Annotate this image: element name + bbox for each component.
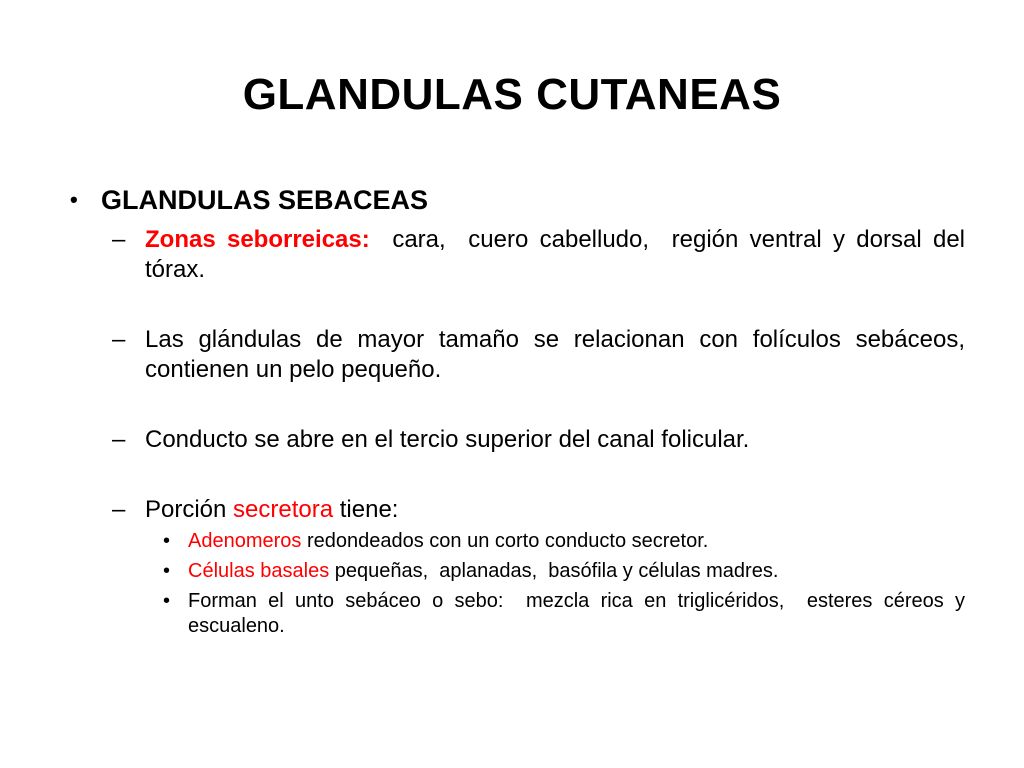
bullet-dot-icon: • bbox=[163, 590, 171, 612]
list-item bbox=[70, 225, 972, 285]
heading-text: GLANDULAS SEBACEAS bbox=[101, 185, 429, 215]
subitem-text: Forman el unto sebáceo o sebo: mezcla rica en triglicéridos, esteres céreos y escualeno. bbox=[188, 590, 971, 637]
dash-icon: – bbox=[112, 496, 126, 523]
subitem-text: pequeñas, aplanadas, basófila y células madres. bbox=[329, 560, 779, 582]
item-text: Conducto se abre en el tercio superior del canal folicular. bbox=[145, 426, 750, 453]
item-prefix: Porción bbox=[145, 496, 234, 523]
subitem-highlight: Células basales bbox=[188, 560, 330, 582]
item-text: Las glándulas de mayor tamaño se relacionan con folículos sebáceos, contienen un pelo pequeño. bbox=[145, 326, 979, 383]
sub-list-item bbox=[70, 589, 971, 639]
list-item bbox=[70, 425, 965, 455]
dash-icon: – bbox=[112, 226, 126, 253]
slide-title: GLANDULAS CUTANEAS bbox=[242, 70, 782, 119]
dash-icon: – bbox=[112, 326, 126, 353]
bullet-dot-icon: • bbox=[163, 530, 171, 552]
item-text: cara, cuero cabelludo, región ventral y dorsal del tórax. bbox=[145, 226, 972, 283]
dash-icon: – bbox=[112, 426, 126, 453]
item-suffix: tiene: bbox=[333, 496, 399, 523]
sub-list-item bbox=[70, 529, 965, 554]
subitem-highlight: Adenomeros bbox=[188, 530, 302, 552]
slide-body bbox=[70, 180, 979, 639]
item-highlight: Zonas seborreicas: bbox=[145, 226, 370, 253]
sub-list-item bbox=[70, 559, 965, 584]
bullet-dot-icon: • bbox=[70, 187, 78, 212]
bullet-heading bbox=[70, 180, 965, 220]
list-item bbox=[70, 495, 965, 525]
item-highlight: secretora bbox=[233, 496, 334, 523]
subitem-text: redondeados con un corto conducto secretor. bbox=[301, 530, 709, 552]
bullet-dot-icon: • bbox=[163, 560, 171, 582]
list-item bbox=[70, 325, 979, 385]
